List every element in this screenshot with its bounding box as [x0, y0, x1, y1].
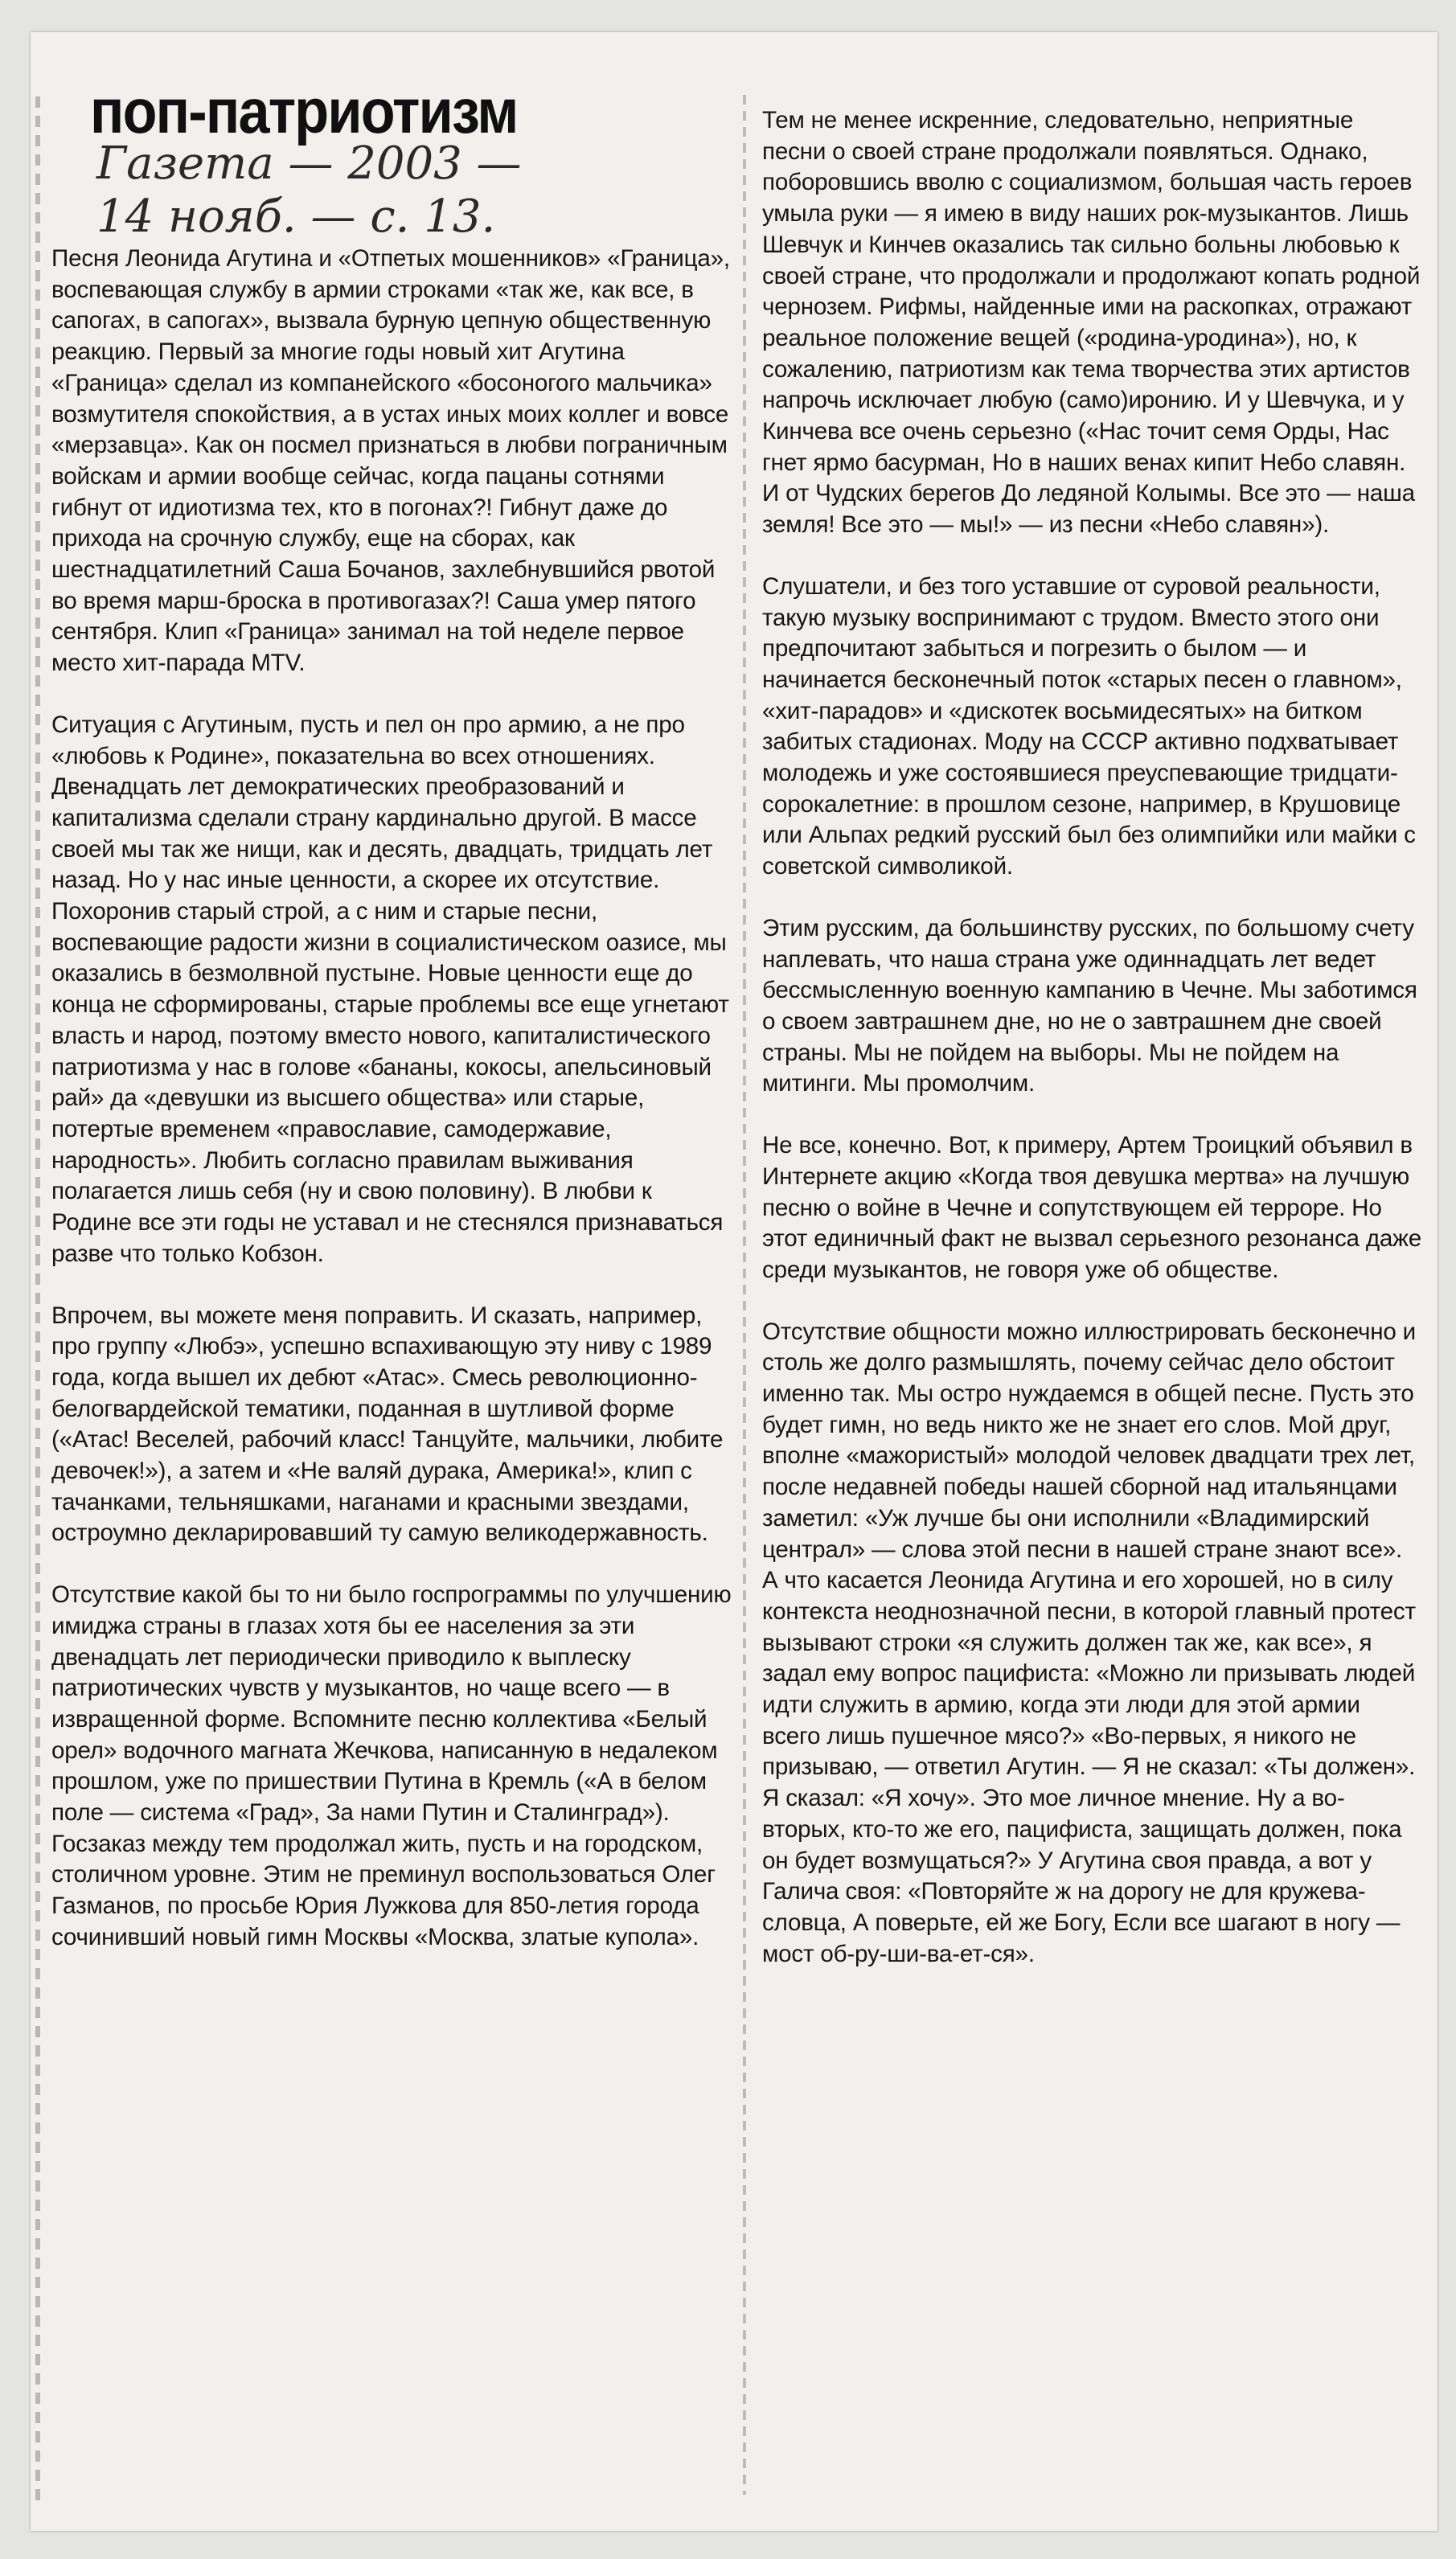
handwritten-note [88, 137, 603, 241]
article-paragraph-4: Отсутствие какой бы то ни было госпрограммы по улучшению имиджа страны в глазах хотя бы ее населения за эти двенадцать лет периодически приводило к выплеску патриотических чувств у музыкантов, но чаще всего — в извращенной форме. Вспомните песню коллектива «Белый орел» водочного магната Жечкова, написанную в недалеком прошлом, уже по пришествии Путина в Кремль («А в белом поле — система «Град», За нами Путин и Сталинград»). Госзаказ между тем продолжал жить, пусть и на городском, столичном уровне. Этим не преминул воспользоваться Олег Газманов, по просьбе Юрия Лужкова для 850-летия города сочинивший новый гимн Москвы «Москва, златые купола». [51, 1581, 732, 1950]
article-paragraph-9: Отсутствие общности можно иллюстрировать бесконечно и столь же долго размышлять, почему сейчас дело обстоит именно так. Мы остро нуждаемся в общей песне. Пусть это будет гимн, но ведь никто же не знает его слов. Мой друг, вполне «мажористый» молодой человек двадцати трех лет, после недавней победы нашей сборной над итальянцами заметил: «Уж лучше бы они исполнили «Владимирский централ» — слова этой песни в нашей стране знают все». А что касается Леонида Агутина и его хорошей, но в силу контекста неоднозначной песни, в которой главный протест вызывают строки «я служить должен так же, как все», я задал ему вопрос пацифиста: «Можно ли призывать людей идти служить в армию, когда эти люди для этой армии всего лишь пушечное мясо?» «Во-первых, я никого не призываю, — ответил Агутин. — Я не сказал: «Ты должен». Я сказал: «Я хочу». Это мое личное мнение. Ну а во-вторых, кто-то же его, пацифиста, защищать должен, пока он будет возмущаться?» У Агутина своя правда, а вот у Галича своя: «Повторяйте ж на дорогу не для кружева-словца, А поверьте, ей же Богу, Если все шагают в ногу — мост об-ру-ши-ва-ет-ся». [762, 1318, 1417, 1967]
article-column-left [51, 244, 733, 1984]
article-paragraph-2: Ситуация с Агутиным, пусть и пел он про армию, а не про «любовь к Родине», показательна во всех отношениях. Двенадцать лет демократических преобразований и капитализма сделали страну кардинально другой. В массе своей мы так же нищи, как и десять, двадцать, тридцать лет назад. Но у нас иные ценности, а скорее их отсутствие. Похоронив старый строй, а с ним и старые песни, воспевающие радости жизни в социалистическом оазисе, мы оказались в безмолвной пустыне. Новые ценности еще до конца не сформированы, старые проблемы все еще угнетают власть и народ, поэтому вместо нового, капиталистического патриотизма у нас в голове «бананы, кокосы, апельсиновый рай» да «девушки из высшего общества» или старые, потертые временем «православие, самодержавие, народность». Любить согласно правилам выживания полагается лишь себя (ну и свою половину). В любви к Родине все эти годы не уставал и не стеснялся признаваться разве что только Кобзон. [51, 711, 729, 1267]
article-paragraph-6: Слушатели, и без того уставшие от суровой реальности, такую музыку воспринимают с трудом. Вместо этого они предпочитают забыться и погрезить о былом — и начинается бесконечный поток «старых песен о главном», «хит-парадов» и «дискотек восьмидесятых» на битком забитых стадионах. Моду на СССР активно подхватывает молодежь и уже состоявшиеся преуспевающие тридцати-сорокалетние: в прошлом сезоне, например, в Крушовице или Альпах редкий русский был без олимпийки или майки с советской символикой. [762, 572, 1416, 880]
article-title: поп-патриотизм [90, 76, 518, 146]
article-column-right [762, 105, 1421, 2000]
article-paragraph-3: Впрочем, вы можете меня поправить. И сказать, например, про группу «Любэ», успешно вспахивающую эту ниву с 1989 года, когда вышел их дебют «Атас». Смесь революционно-белогвардейской тематики, поданная в шутливой форме («Атас! Веселей, рабочий класс! Танцуйте, мальчики, любите девочек!»), а затем и «Не валяй дурака, Америка!», клип с тачанками, тельняшками, наганами и красными звездами, остроумно декларировавший ту самую великодержавность. [51, 1302, 724, 1547]
article-paragraph-5: Тем не менее искренние, следовательно, неприятные песни о своей стране продолжали появляться. Однако, поборовшись вволю с социализмом, большая часть героев умыла руки — я имею в виду наших рок-музыкантов. Лишь Шевчук и Кинчев оказались так сильно больны любовью к своей стране, что продолжали и продолжают копать родной чернозем. Рифмы, найденные ими на раскопках, отражают реальное положение вещей («родина-уродина»), но, к сожалению, патриотизм как тема творчества этих артистов напрочь исключает любую (само)иронию. И у Шевчука, и у Кинчева все очень серьезно («Нас точит семя Орды, Нас гнет ярмо басурман, Но в наших венах кипит Небо славян. И от Чудских берегов До ледяной Колымы. Все это — наша земля! Все это — мы!» — из песни «Небо славян»). [762, 107, 1421, 539]
handwritten-note-line-2: 14 нояб. — с. 13. [96, 191, 496, 241]
article-paragraph-7: Этим русским, да большинству русских, по большому счету наплевать, что наша страна уже одиннадцать лет ведет бессмысленную военную кампанию в Чечне. Мы заботимся о своем завтрашнем дне, но не о завтрашнем дне своей страны. Мы не пойдем на выборы. Мы не пойдем на митинги. Мы промолчим. [762, 914, 1417, 1097]
clipping-cut-edge [35, 96, 40, 2500]
column-divider [743, 95, 746, 2495]
article-paragraph-8: Не все, конечно. Вот, к примеру, Артем Троицкий объявил в Интернете акцию «Когда твоя девушка мертва» на лучшую песню о войне в Чечне и сопутствующем ей терроре. Но этот единичный факт не вызвал серьезного резонанса даже среди музыкантов, не говоря уже об обществе. [762, 1132, 1422, 1283]
article-paragraph-1: Песня Леонида Агутина и «Отпетых мошенников» «Граница», воспевающая службу в армии строками «так же, как все, в сапогах, в сапогах», вызвала бурную цепную общественную реакцию. Первый за многие годы новый хит Агутина «Граница» сделал из компанейского «босоногого мальчика» возмутителя спокойствия, а в устах иных моих коллег и вовсе «мерзавца». Как он посмел признаться в любви пограничным войскам и армии вообще сейчас, когда пацаны сотнями гибнут от идиотизма тех, кто в погонах?! Гибнут даже до прихода на срочную службу, еще на сборах, как шестнадцатилетний Саша Бочанов, захлебнувшийся рвотой во время марш-броска в противогазах?! Саша умер пятого сентября. Клип «Граница» занимал на той неделе первое место хит-парада MTV. [51, 245, 730, 677]
handwritten-note-line-1: Газета — 2003 — [96, 137, 522, 190]
